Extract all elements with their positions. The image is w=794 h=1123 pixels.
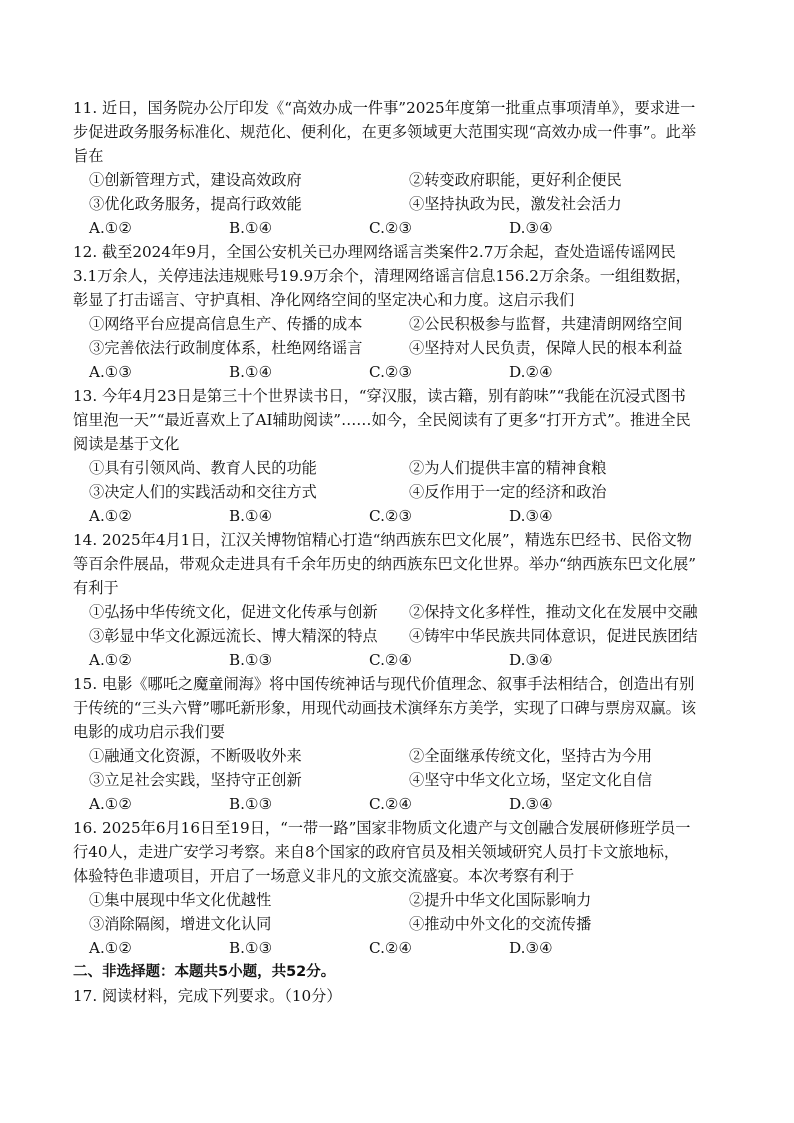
option-row (89, 312, 754, 336)
option-item: ④反作用于一定的经济和政治 (409, 483, 607, 501)
choice-d: D.③④ (509, 651, 553, 669)
option-item: ③优化政务服务，提高行政效能 (89, 195, 302, 213)
answer-choices (89, 360, 754, 384)
option-item: ②为人们提供丰富的精神食粮 (409, 459, 607, 477)
choice-a: A.①② (89, 507, 133, 525)
question-stem-line: 14. 2025年4月1日，江汉关博物馆精心打造“纳西族东巴文化展”，精选东巴经书、民俗文物 (73, 531, 692, 549)
question-12 (73, 240, 754, 384)
choice-c: C.②③ (369, 507, 413, 525)
option-item: ①具有引领风尚、教育人民的功能 (89, 459, 317, 477)
choice-a: A.①② (89, 651, 133, 669)
question-stem-line: 体验特色非遗项目，开启了一场意义非凡的文旅交流盛宴。本次考察有利于 (73, 867, 575, 885)
option-row (89, 480, 754, 504)
question-stem-line: 15. 电影《哪吒之魔童闹海》将中国传统神话与现代价值理念、叙事手法相结合，创造出有别 (73, 675, 695, 693)
option-row (89, 744, 754, 768)
choice-c: C.②④ (369, 651, 413, 669)
question-stem-line: 12. 截至2024年9月，全国公安机关已办理网络谣言类案件2.7万余起，查处造谣传谣网民 (73, 243, 676, 261)
answer-choices (89, 792, 754, 816)
option-row (89, 768, 754, 792)
option-row (89, 600, 754, 624)
question-stem-line: 彰显了打击谣言、守护真相、净化网络空间的坚定决心和力度。这启示我们 (73, 291, 575, 309)
option-item: ④坚守中华文化立场，坚定文化自信 (409, 771, 652, 789)
question-stem-line: 阅读是基于文化 (73, 435, 180, 453)
question-stem-line: 11. 近日，国务院办公厅印发《“高效办成一件事”2025年度第一批重点事项清单》，要求进一 (73, 99, 696, 117)
choice-a: A.①② (89, 795, 133, 813)
question-stem-line: 行40人，走进广安学习考察。来自8个国家的政府官员及相关领域研究人员打卡文旅地标， (73, 843, 680, 861)
choice-d: D.③④ (509, 507, 553, 525)
option-item: ②提升中华文化国际影响力 (409, 891, 592, 909)
answer-choices (89, 936, 754, 960)
choice-a: A.①② (89, 219, 133, 237)
option-row (89, 168, 754, 192)
question-stem-line: 16. 2025年6月16日至19日，“一带一路”国家非物质文化遗产与文创融合发展研修班学员一 (73, 819, 691, 837)
choice-b: B.①③ (229, 795, 273, 813)
option-item: ①弘扬中华传统文化，促进文化传承与创新 (89, 603, 378, 621)
option-row (89, 624, 754, 648)
option-item: ②转变政府职能，更好利企便民 (409, 171, 622, 189)
question-stem-line: 有利于 (73, 579, 119, 597)
question-stem-line: 旨在 (73, 147, 104, 165)
question-stem-line: 于传统的“三头六臂”哪吒新形象，用现代动画技术演绎东方美学，实现了口碑与票房双赢。该 (73, 699, 697, 717)
option-item: ③彰显中华文化源远流长、博大精深的特点 (89, 627, 378, 645)
question-14 (73, 528, 754, 672)
choice-d: D.③④ (509, 939, 553, 957)
choice-c: C.②③ (369, 219, 413, 237)
option-item: ②全面继承传统文化，坚持古为今用 (409, 747, 652, 765)
question-stem-line: 电影的成功启示我们要 (73, 723, 225, 741)
option-item: ③决定人们的实践活动和交往方式 (89, 483, 317, 501)
choice-a: A.①③ (89, 363, 133, 381)
option-item: ③立足社会实践，坚持守正创新 (89, 771, 302, 789)
question-stem-line: 等百余件展品，带观众走进具有千余年历史的纳西族东巴文化世界。举办“纳西族东巴文化展” (73, 555, 697, 573)
choice-b: B.①③ (229, 651, 273, 669)
choice-b: B.①④ (229, 363, 273, 381)
option-item: ①网络平台应提高信息生产、传播的成本 (89, 315, 363, 333)
option-item: ①创新管理方式，建设高效政府 (89, 171, 302, 189)
choice-c: C.②④ (369, 939, 413, 957)
question-11 (73, 96, 754, 240)
option-row (89, 192, 754, 216)
choice-c: C.②③ (369, 363, 413, 381)
question-stem-line: 13. 今年4月23日是第三十个世界读书日，“穿汉服，读古籍，别有韵味”“我能在沉浸式图书 (73, 387, 686, 405)
choice-b: B.①③ (229, 939, 273, 957)
answer-choices (89, 216, 754, 240)
choice-b: B.①④ (229, 507, 273, 525)
option-row (89, 888, 754, 912)
option-item: ②公民积极参与监督，共建清朗网络空间 (409, 315, 683, 333)
section-title: 二、非选择题：本题共5小题，共52分。 (73, 964, 336, 980)
question-17-stem: 17. 阅读材料，完成下列要求。（10分） (73, 987, 342, 1005)
question-stem-line: 3.1万余人，关停违法违规账号19.9万余个，清理网络谣言信息156.2万余条。一组组数据， (73, 267, 691, 285)
option-item: ①融通文化资源，不断吸收外来 (89, 747, 302, 765)
question-stem-line: 馆里泡一天”“最近喜欢上了AI辅助阅读”……如今，全民阅读有了更多“打开方式”。推进全民 (73, 411, 691, 429)
question-stem-line: 步促进政务服务标准化、规范化、便利化，在更多领域更大范围实现“高效办成一件事”。此举 (73, 123, 697, 141)
option-item: ③消除隔阂，增进文化认同 (89, 915, 272, 933)
option-row (89, 912, 754, 936)
question-13 (73, 384, 754, 528)
question-15 (73, 672, 754, 816)
option-item: ④坚持执政为民，激发社会活力 (409, 195, 622, 213)
option-item: ②保持文化多样性，推动文化在发展中交融 (409, 603, 698, 621)
choice-d: D.②④ (509, 363, 553, 381)
option-row (89, 456, 754, 480)
option-item: ④坚持对人民负责，保障人民的根本利益 (409, 339, 683, 357)
choice-a: A.①② (89, 939, 133, 957)
option-item: ④推动中外文化的交流传播 (409, 915, 592, 933)
option-item: ③完善依法行政制度体系，杜绝网络谣言 (89, 339, 363, 357)
choice-d: D.③④ (509, 795, 553, 813)
option-item: ④铸牢中华民族共同体意识，促进民族团结 (409, 627, 698, 645)
option-row (89, 336, 754, 360)
choice-d: D.③④ (509, 219, 553, 237)
choice-b: B.①④ (229, 219, 273, 237)
choice-c: C.②④ (369, 795, 413, 813)
answer-choices (89, 648, 754, 672)
option-item: ①集中展现中华文化优越性 (89, 891, 272, 909)
question-16 (73, 816, 754, 960)
answer-choices (89, 504, 754, 528)
